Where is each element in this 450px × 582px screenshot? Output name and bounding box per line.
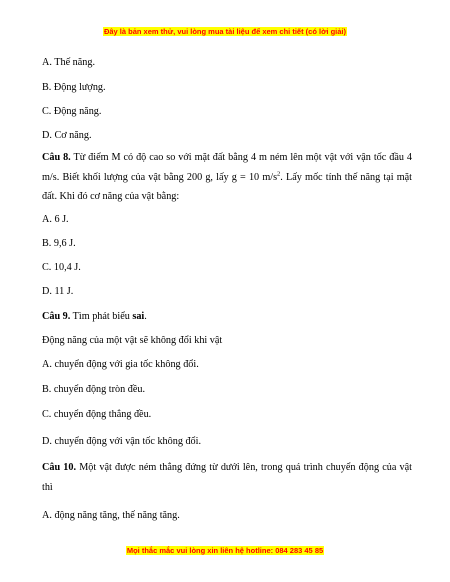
q9-stem: Động năng của một vật sẽ không đổi khi vật <box>42 335 223 346</box>
q8-label: Câu 8. <box>42 152 71 163</box>
q8-option-c: C. 10,4 J. <box>42 262 81 273</box>
q10-text: Một vật được ném thẳng đứng từ dưới lên, trong quá trình chuyển động của vật thì <box>42 462 412 493</box>
footer-notice: Mọi thắc mắc vui lòng xin liên hệ hotline: 084 283 45 85 <box>126 546 324 555</box>
q9-label: Câu 9. <box>42 311 71 322</box>
q8-text-part1: Từ điểm M có độ cao so với mặt đất bằng 4 m ném lên một vật với vận tốc đầu 4 m/s. Biết khối lượng của vật bằng 200 g, lấy g = 10 m/s <box>42 152 413 183</box>
header-notice: Đây là bản xem thử, vui lòng mua tài liệu để xem chi tiết (có lời giải) <box>103 27 347 36</box>
q9-text-before: Tìm phát biểu <box>70 311 133 322</box>
q9-option-d: D. chuyển động với vận tốc không đổi. <box>42 436 202 447</box>
q7-option-c: C. Động năng. <box>42 106 102 117</box>
q8-option-d: D. 11 J. <box>42 286 74 297</box>
q7-option-d: D. Cơ năng. <box>42 130 92 141</box>
q7-option-a: A. Thế năng. <box>42 57 96 68</box>
q8-option-b: B. 9,6 J. <box>42 238 76 249</box>
q10-option-a: A. động năng tăng, thế năng tăng. <box>42 510 180 521</box>
q9-text-after: . <box>144 311 147 322</box>
q9-option-a: A. chuyển động với gia tốc không đổi. <box>42 359 199 370</box>
q8-option-a: A. 6 J. <box>42 214 69 225</box>
q7-option-b: B. Động lượng. <box>42 82 106 93</box>
q10-question <box>42 458 412 497</box>
q8-text-part2: . Lấy mốc tính thế năng tại mặt đất. Khi đó cơ năng của vật bằng: <box>42 171 412 202</box>
q9-option-c: C. chuyển động thẳng đều. <box>42 409 152 420</box>
q8-question <box>42 148 412 207</box>
q9-question <box>42 311 147 323</box>
q10-label: Câu 10. <box>42 462 77 473</box>
q9-option-b: B. chuyển động tròn đều. <box>42 384 145 395</box>
q8-sup: 2 <box>277 170 281 178</box>
q9-emphasis: sai <box>132 311 145 322</box>
